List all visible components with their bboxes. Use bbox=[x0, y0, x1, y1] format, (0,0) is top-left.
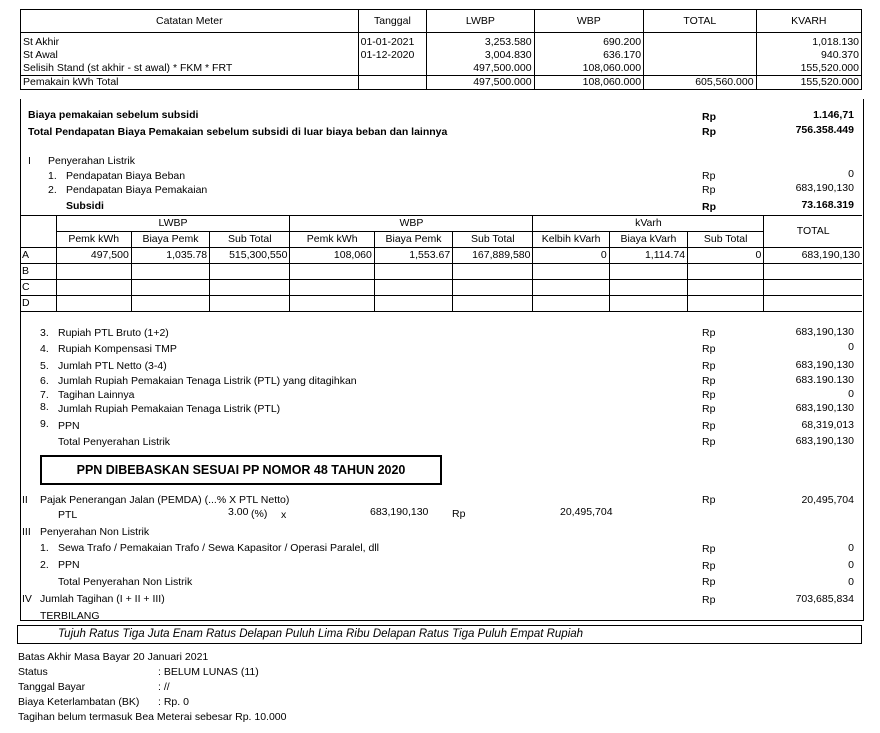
usage-table bbox=[20, 215, 862, 312]
ptl-base: 683,190,130 bbox=[370, 506, 429, 518]
cell: 497,500 bbox=[56, 248, 131, 264]
item-value: 683,190,130 bbox=[795, 326, 854, 338]
item-value: 0 bbox=[848, 388, 854, 400]
item-cur: Rp bbox=[702, 360, 716, 372]
group-kvarh: kVarh bbox=[533, 216, 764, 232]
kvarh-selisih: 155,520.000 bbox=[800, 62, 859, 74]
col-subtotal-kvarh: Sub Total bbox=[688, 232, 764, 248]
status-label: Status bbox=[18, 666, 48, 678]
section-ii-cur: Rp bbox=[702, 494, 716, 506]
col-pemk-kwh-wbp: Pemk kWh bbox=[290, 232, 374, 248]
times-sign: x bbox=[281, 509, 287, 521]
item-num: 3. bbox=[40, 327, 49, 339]
section-ii-value: 20,495,704 bbox=[801, 494, 854, 506]
col-subtotal-lwbp: Sub Total bbox=[210, 232, 290, 248]
kvarh-akhir: 1,018.130 bbox=[812, 36, 859, 48]
group-lwbp: LWBP bbox=[56, 216, 290, 232]
row-label-b: B bbox=[20, 264, 56, 280]
item-label: Rupiah PTL Bruto (1+2) bbox=[58, 327, 169, 339]
item-value: 683.190.130 bbox=[795, 374, 854, 386]
col-header-catatan: Catatan Meter bbox=[21, 10, 359, 33]
table-row bbox=[20, 264, 862, 280]
cell: 1,114.74 bbox=[609, 248, 687, 264]
section-iii-title: Penyerahan Non Listrik bbox=[40, 526, 150, 538]
tanggal-akhir: 01-01-2021 bbox=[360, 36, 415, 48]
row-label-d: D bbox=[20, 296, 56, 312]
cell: 1,035.78 bbox=[131, 248, 209, 264]
subsidi-label: Subsidi bbox=[66, 200, 104, 212]
item-1-value: 0 bbox=[848, 168, 854, 180]
item-1-num: 1. bbox=[48, 170, 57, 182]
tanggal-bayar-label: Tanggal Bayar bbox=[18, 681, 86, 693]
item-1-cur: Rp bbox=[702, 170, 716, 182]
item-num: 6. bbox=[40, 375, 49, 387]
col-pemk-kwh-lwbp: Pemk kWh bbox=[56, 232, 131, 248]
status-value: : BELUM LUNAS (11) bbox=[158, 666, 259, 678]
nonlistrik-total-value: 0 bbox=[848, 576, 854, 588]
item-label: PPN bbox=[58, 420, 80, 432]
nonlistrik-total-cur: Rp bbox=[702, 576, 716, 588]
cell: 0 bbox=[688, 248, 764, 264]
col-kelbih-kvarh: Kelbih kVarh bbox=[533, 232, 609, 248]
col-subtotal-wbp: Sub Total bbox=[453, 232, 533, 248]
nonlistrik-item-1-num: 1. bbox=[40, 542, 49, 554]
section-i-num: I bbox=[28, 155, 31, 167]
nonlistrik-item-2-label: PPN bbox=[58, 559, 80, 571]
cell: 515,300,550 bbox=[210, 248, 290, 264]
col-header-total: TOTAL bbox=[644, 10, 757, 33]
wbp-akhir: 690.200 bbox=[603, 36, 642, 48]
col-header-wbp: WBP bbox=[534, 10, 643, 33]
row-label-st-akhir: St Akhir bbox=[23, 36, 60, 48]
section-ii-num: II bbox=[22, 494, 28, 506]
item-cur: Rp bbox=[702, 343, 716, 355]
item-label: Jumlah Rupiah Pemakaian Tenaga Listrik (PTL) yang ditagihkan bbox=[58, 375, 357, 387]
item-label: Jumlah PTL Netto (3-4) bbox=[58, 360, 167, 372]
pct-value: 3.00 bbox=[228, 506, 249, 518]
item-label: Tagihan Lainnya bbox=[58, 389, 135, 401]
item-value: 68,319,013 bbox=[801, 419, 854, 431]
nonlistrik-item-2-num: 2. bbox=[40, 559, 49, 571]
section-iv-num: IV bbox=[22, 593, 32, 605]
item-2-value: 683,190,130 bbox=[795, 182, 854, 194]
biaya-label: Biaya pemakaian sebelum subsidi bbox=[28, 109, 199, 121]
lwbp-akhir: 3,253.580 bbox=[484, 36, 532, 48]
item-2-num: 2. bbox=[48, 184, 57, 196]
item-num: 5. bbox=[40, 360, 49, 372]
terbilang-text: Tujuh Ratus Tiga Juta Enam Ratus Delapan Puluh Lima Ribu Delapan Ratus Tiga Puluh Empat Rupiah bbox=[58, 628, 584, 640]
cell: 167,889,580 bbox=[453, 248, 533, 264]
subsidi-value: 73.168.319 bbox=[801, 199, 854, 211]
item-value: 0 bbox=[848, 341, 854, 353]
item-cur: Rp bbox=[702, 389, 716, 401]
cell: 0 bbox=[533, 248, 609, 264]
wbp-selisih: 108,060.000 bbox=[582, 62, 642, 74]
nonlistrik-item-2-cur: Rp bbox=[702, 560, 716, 572]
section-iv-label: Jumlah Tagihan (I + II + III) bbox=[40, 593, 165, 605]
kvarh-awal: 940.370 bbox=[821, 49, 859, 61]
col-header-tanggal: Tanggal bbox=[358, 10, 427, 33]
table-row bbox=[20, 296, 862, 312]
table-row bbox=[20, 248, 862, 264]
terbilang-label: TERBILANG bbox=[40, 610, 100, 622]
nonlistrik-item-1-cur: Rp bbox=[702, 543, 716, 555]
section-iv-cur: Rp bbox=[702, 594, 716, 606]
nonlistrik-item-1-value: 0 bbox=[848, 542, 854, 554]
col-biaya-kvarh: Biaya kVarh bbox=[609, 232, 687, 248]
section-ii-label: Pajak Penerangan Jalan (PEMDA) (...% X PTL Netto) bbox=[40, 494, 290, 506]
item-cur: Rp bbox=[702, 403, 716, 415]
col-total: TOTAL bbox=[764, 216, 862, 248]
nonlistrik-item-2-value: 0 bbox=[848, 559, 854, 571]
table-row bbox=[20, 280, 862, 296]
tanggal-awal: 01-12-2020 bbox=[360, 49, 415, 61]
item-num: 4. bbox=[40, 343, 49, 355]
nonlistrik-item-1-label: Sewa Trafo / Pemakaian Trafo / Sewa Kapasitor / Operasi Paralel, dll bbox=[58, 542, 379, 554]
col-biaya-pemk-lwbp: Biaya Pemk bbox=[131, 232, 209, 248]
row-label-a: A bbox=[20, 248, 56, 264]
row-a-total: 683,190,130 bbox=[764, 248, 862, 264]
item-num: 8. bbox=[40, 401, 49, 413]
subsidi-cur: Rp bbox=[702, 201, 716, 213]
wbp-awal: 636.170 bbox=[603, 49, 642, 61]
ptl-result: 20,495,704 bbox=[560, 506, 613, 518]
group-wbp: WBP bbox=[290, 216, 533, 232]
meterai-note: Tagihan belum termasuk Bea Meterai sebesar Rp. 10.000 bbox=[18, 711, 287, 723]
total-pendapatan-cur: Rp bbox=[702, 126, 716, 138]
item-cur: Rp bbox=[702, 420, 716, 432]
item-num: 9. bbox=[40, 418, 49, 430]
col-header-lwbp: LWBP bbox=[427, 10, 534, 33]
lwbp-selisih: 497,500.000 bbox=[473, 62, 532, 74]
tanggal-bayar-value: : // bbox=[158, 681, 170, 693]
item-label: Jumlah Rupiah Pemakaian Tenaga Listrik (PTL) bbox=[58, 403, 281, 415]
item-value: 683,190,130 bbox=[795, 359, 854, 371]
item-num: 7. bbox=[40, 389, 49, 401]
kvarh-pemakaian: 155,520.000 bbox=[756, 76, 861, 90]
biaya-cur: Rp bbox=[702, 111, 716, 123]
ppn-notice: PPN DIBEBASKAN SESUAI PP NOMOR 48 TAHUN 2020 bbox=[40, 455, 442, 485]
ptl-label: PTL bbox=[58, 509, 78, 521]
row-label-c: C bbox=[20, 280, 56, 296]
item-2-cur: Rp bbox=[702, 184, 716, 196]
section-iii-num: III bbox=[22, 526, 31, 538]
section-iv-value: 703,685,834 bbox=[795, 593, 854, 605]
cell: 108,060 bbox=[290, 248, 374, 264]
pct-unit: (%) bbox=[251, 508, 268, 520]
item-1-label: Pendapatan Biaya Beban bbox=[66, 170, 186, 182]
meter-table bbox=[20, 9, 862, 90]
nonlistrik-total-label: Total Penyerahan Non Listrik bbox=[58, 576, 193, 588]
total-pemakaian: 605,560.000 bbox=[644, 76, 757, 90]
row-label-st-awal: St Awal bbox=[23, 49, 58, 61]
item-cur: Rp bbox=[702, 436, 716, 448]
total-pendapatan-label: Total Pendapatan Biaya Pemakaian sebelum subsidi di luar biaya beban dan lainnya bbox=[28, 126, 448, 138]
item-2-label: Pendapatan Biaya Pemakaian bbox=[66, 184, 208, 196]
row-label-pemakaian: Pemakain kWh Total bbox=[21, 76, 359, 90]
item-cur: Rp bbox=[702, 375, 716, 387]
col-biaya-pemk-wbp: Biaya Pemk bbox=[374, 232, 452, 248]
lwbp-pemakaian: 497,500.000 bbox=[427, 76, 534, 90]
item-label: Rupiah Kompensasi TMP bbox=[58, 343, 177, 355]
terbilang-box bbox=[17, 625, 862, 644]
row-label-selisih: Selisih Stand (st akhir - st awal) * FKM * FRT bbox=[23, 62, 233, 74]
item-label: Total Penyerahan Listrik bbox=[58, 436, 171, 448]
section-i-title: Penyerahan Listrik bbox=[48, 155, 135, 167]
batas-akhir: Batas Akhir Masa Bayar 20 Januari 2021 bbox=[18, 651, 209, 663]
bk-label: Biaya Keterlambatan (BK) bbox=[18, 696, 140, 708]
col-header-kvarh: KVARH bbox=[756, 10, 861, 33]
lwbp-awal: 3,004.830 bbox=[484, 49, 532, 61]
biaya-value: 1.146,71 bbox=[813, 109, 854, 121]
cell: 1,553.67 bbox=[374, 248, 452, 264]
item-value: 683,190,130 bbox=[795, 402, 854, 414]
total-pendapatan-value: 756.358.449 bbox=[795, 124, 854, 136]
item-cur: Rp bbox=[702, 327, 716, 339]
bk-value: : Rp. 0 bbox=[158, 696, 189, 708]
ptl-rp: Rp bbox=[452, 508, 466, 520]
wbp-pemakaian: 108,060.000 bbox=[534, 76, 643, 90]
item-value: 683,190,130 bbox=[795, 435, 854, 447]
